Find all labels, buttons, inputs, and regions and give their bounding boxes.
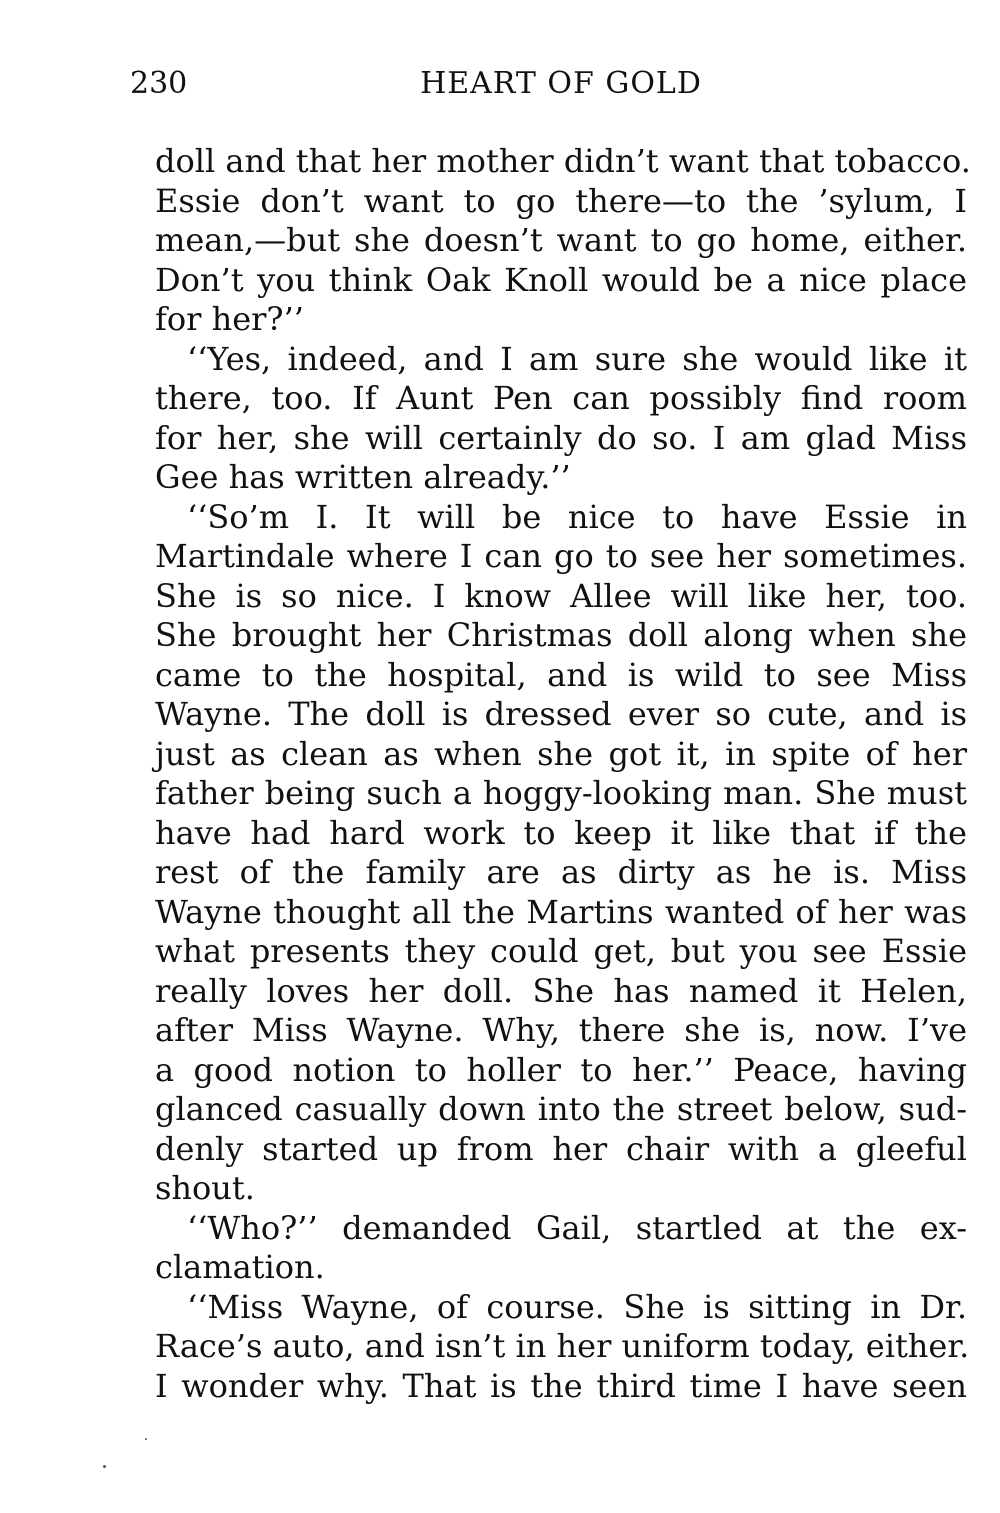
text-line: ‘‘So’m I. It will be nice to have Essie in [187, 497, 967, 536]
text-line: father being such a hoggy-looking man. She must [155, 774, 967, 812]
text-line: ‘‘Yes, indeed, and I am sure she would like it [187, 339, 967, 378]
text-line: Gee has written already.’’ [155, 458, 571, 496]
text-line: Martindale where I can go to see her sometimes. [155, 537, 967, 575]
text-line: have had hard work to keep it like that if the [155, 813, 967, 852]
text-line: a good notion to holler to her.’’ Peace, having [155, 1050, 967, 1089]
text-line: after Miss Wayne. Why, there she is, now. I’ve [155, 1011, 967, 1049]
page-number: 230 [130, 66, 188, 101]
text-line: for her, she will certainly do so. I am glad Miss [155, 418, 967, 457]
text-line: Race’s auto, and isn’t in her uniform today, either. [155, 1327, 970, 1365]
text-line: Wayne. The doll is dressed ever so cute, and is [155, 695, 967, 733]
text-line: really loves her doll. She has named it Helen, [155, 971, 967, 1010]
text-line: what presents they could get, but you see Essie [155, 932, 967, 970]
text-line: I wonder why. That is the third time I have seen [155, 1366, 967, 1405]
text-line: ‘‘Who?’’ demanded Gail, startled at the ex- [187, 1208, 967, 1247]
text-line: for her?’’ [155, 300, 304, 338]
text-line: mean,—but she doesn’t want to go home, either. [155, 221, 967, 259]
text-line: glanced casually down into the street below, sud- [155, 1090, 967, 1128]
text-line: doll and that her mother didn’t want that tobacco. [155, 142, 971, 180]
text-line: there, too. If Aunt Pen can possibly find room [155, 379, 967, 417]
text-line: shout. [155, 1169, 255, 1207]
text-line: ‘‘Miss Wayne, of course. She is sitting in Dr. [187, 1287, 967, 1326]
text-line: She is so nice. I know Allee will like her, too. [155, 576, 967, 615]
text-line: came to the hospital, and is wild to see Miss [155, 655, 967, 694]
running-title: HEART OF GOLD [420, 66, 702, 101]
ink-speck [103, 1465, 106, 1468]
text-line: Essie don’t want to go there—to the ’sylum, I [155, 181, 967, 220]
text-line: just as clean as when she got it, in spite of her [155, 734, 967, 773]
text-line: clamation. [155, 1248, 325, 1286]
running-header [130, 62, 967, 106]
text-line: rest of the family are as dirty as he is. Miss [155, 853, 967, 891]
ink-speck [145, 1438, 147, 1440]
text-line: She brought her Christmas doll along when she [155, 616, 967, 654]
text-line: Wayne thought all the Martins wanted of her was [155, 892, 967, 931]
text-line: Don’t you think Oak Knoll would be a nice place [155, 260, 967, 299]
text-line: denly started up from her chair with a gleeful [155, 1129, 967, 1168]
body-text [155, 142, 971, 1406]
